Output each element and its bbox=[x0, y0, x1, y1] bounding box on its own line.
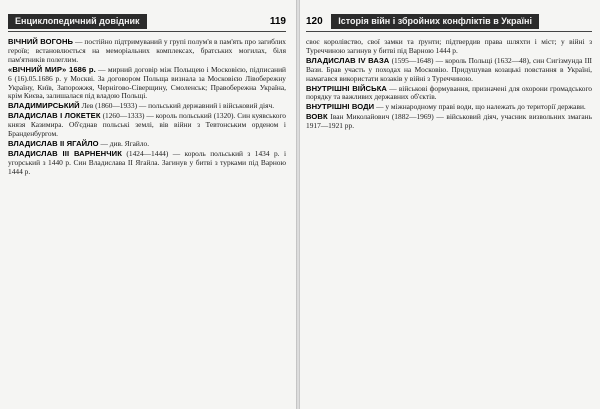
dictionary-entry bbox=[8, 140, 286, 149]
right-page bbox=[300, 0, 600, 409]
dictionary-entry bbox=[306, 57, 592, 84]
right-column bbox=[306, 38, 592, 132]
entry-term: ВЛАДИСЛАВ ІІІ ВАРНЕНЧИК bbox=[8, 148, 122, 158]
dictionary-entry bbox=[306, 103, 592, 112]
right-header-title: Історія війн і збройних конфліктів в Україні bbox=[331, 14, 539, 29]
continued-text: своє королівство, свої замки та ґрунти; підтвердив права шляхти і міст; у війні з Туреччиною загинув у битві під Варною 1444 р. bbox=[306, 37, 592, 55]
entry-term: ВОВК bbox=[306, 112, 328, 122]
entry-term: ВЛАДИСЛАВ ІІ ЯГАЙЛО bbox=[8, 138, 99, 148]
right-page-header bbox=[306, 14, 592, 29]
right-page-number: 120 bbox=[306, 16, 323, 27]
entry-term: ВНУТРІШНІ ВІЙСЬКА bbox=[306, 83, 388, 93]
dictionary-entry bbox=[8, 66, 286, 102]
entry-text: (1595—1648) — король Польщі (1632—48), син Сигізмунда ІІІ Вази. Брав участь у походах на Московію. Придушував козацькі повстання в Україні, намагався використати козаків у війні з Туреччиною. bbox=[306, 55, 593, 83]
right-header-rule bbox=[306, 31, 592, 32]
dictionary-entry bbox=[8, 102, 286, 111]
entry-term: ВЛАДИСЛАВ І ЛОКЕТЕК bbox=[8, 111, 101, 121]
entry-term: ВЛАДИСЛАВ IV ВАЗА bbox=[306, 55, 390, 65]
entry-text: (1260—1333) — король польський (1320). Син куявського князя Казимира. Об'єднав польські землі, вів війни з Тевтонським орденом і Бранденбургом. bbox=[8, 111, 286, 139]
entry-text: — див. Ягайло. bbox=[100, 138, 150, 148]
entry-term: ВІЧНИЙ ВОГОНЬ bbox=[8, 37, 74, 46]
left-page bbox=[0, 0, 296, 409]
left-page-header bbox=[8, 14, 286, 29]
dictionary-entry bbox=[8, 38, 286, 65]
entry-text: — у міжнародному праві води, що належать до території держави. bbox=[376, 102, 586, 112]
dictionary-entry bbox=[8, 112, 286, 139]
dictionary-entry bbox=[306, 113, 592, 131]
entry-text: (1424—1444) — король польський з 1434 р. і угорський з 1440 р. Син Владислава ІІ Ягайла. Загинув у битві з турками під Варною 1444 р. bbox=[8, 148, 287, 176]
entry-text: — мирний договір між Польщею і Московією, підписаний 6 (16).05.1686 р. у Москві. За договором Польща визнала за Московією Лівобережну Україну, Київ, Запорожжя, Чернігово-Сіверщину, Смоленськ; Правобережна Україна, крім Києва, залишалася під владою Польщі. bbox=[8, 64, 286, 101]
dictionary-entry bbox=[306, 85, 592, 103]
entry-term: ВЛАДИМИРСЬКИЙ bbox=[8, 101, 80, 111]
left-column bbox=[8, 38, 286, 178]
left-header-title: Енциклопедичний довідник bbox=[8, 14, 147, 29]
entry-text: Іван Миколайович (1882—1969) — військовий діяч, учасник визвольних змагань 1917—1921 рр. bbox=[306, 112, 593, 131]
entry-text: Лев (1860—1933) — польський державний і військовий діяч. bbox=[81, 101, 275, 111]
entry-term: «ВІЧНИЙ МИР» 1686 р. bbox=[8, 64, 96, 74]
left-header-rule bbox=[8, 31, 286, 32]
entry-text: — постійно підтримуваний у групі полум'я в пам'ять про загиблих героїв; встановлюється на меморіальних комплексах, братських могилах, біля пам'ятників полеглим. bbox=[8, 37, 286, 64]
dictionary-entry bbox=[8, 150, 286, 177]
entry-text: — військові формування, призначені для охорони громадського порядку та важливих державних об'єктів. bbox=[306, 83, 592, 102]
entry-term: ВНУТРІШНІ ВОДИ bbox=[306, 102, 375, 112]
left-page-number: 119 bbox=[269, 16, 286, 27]
